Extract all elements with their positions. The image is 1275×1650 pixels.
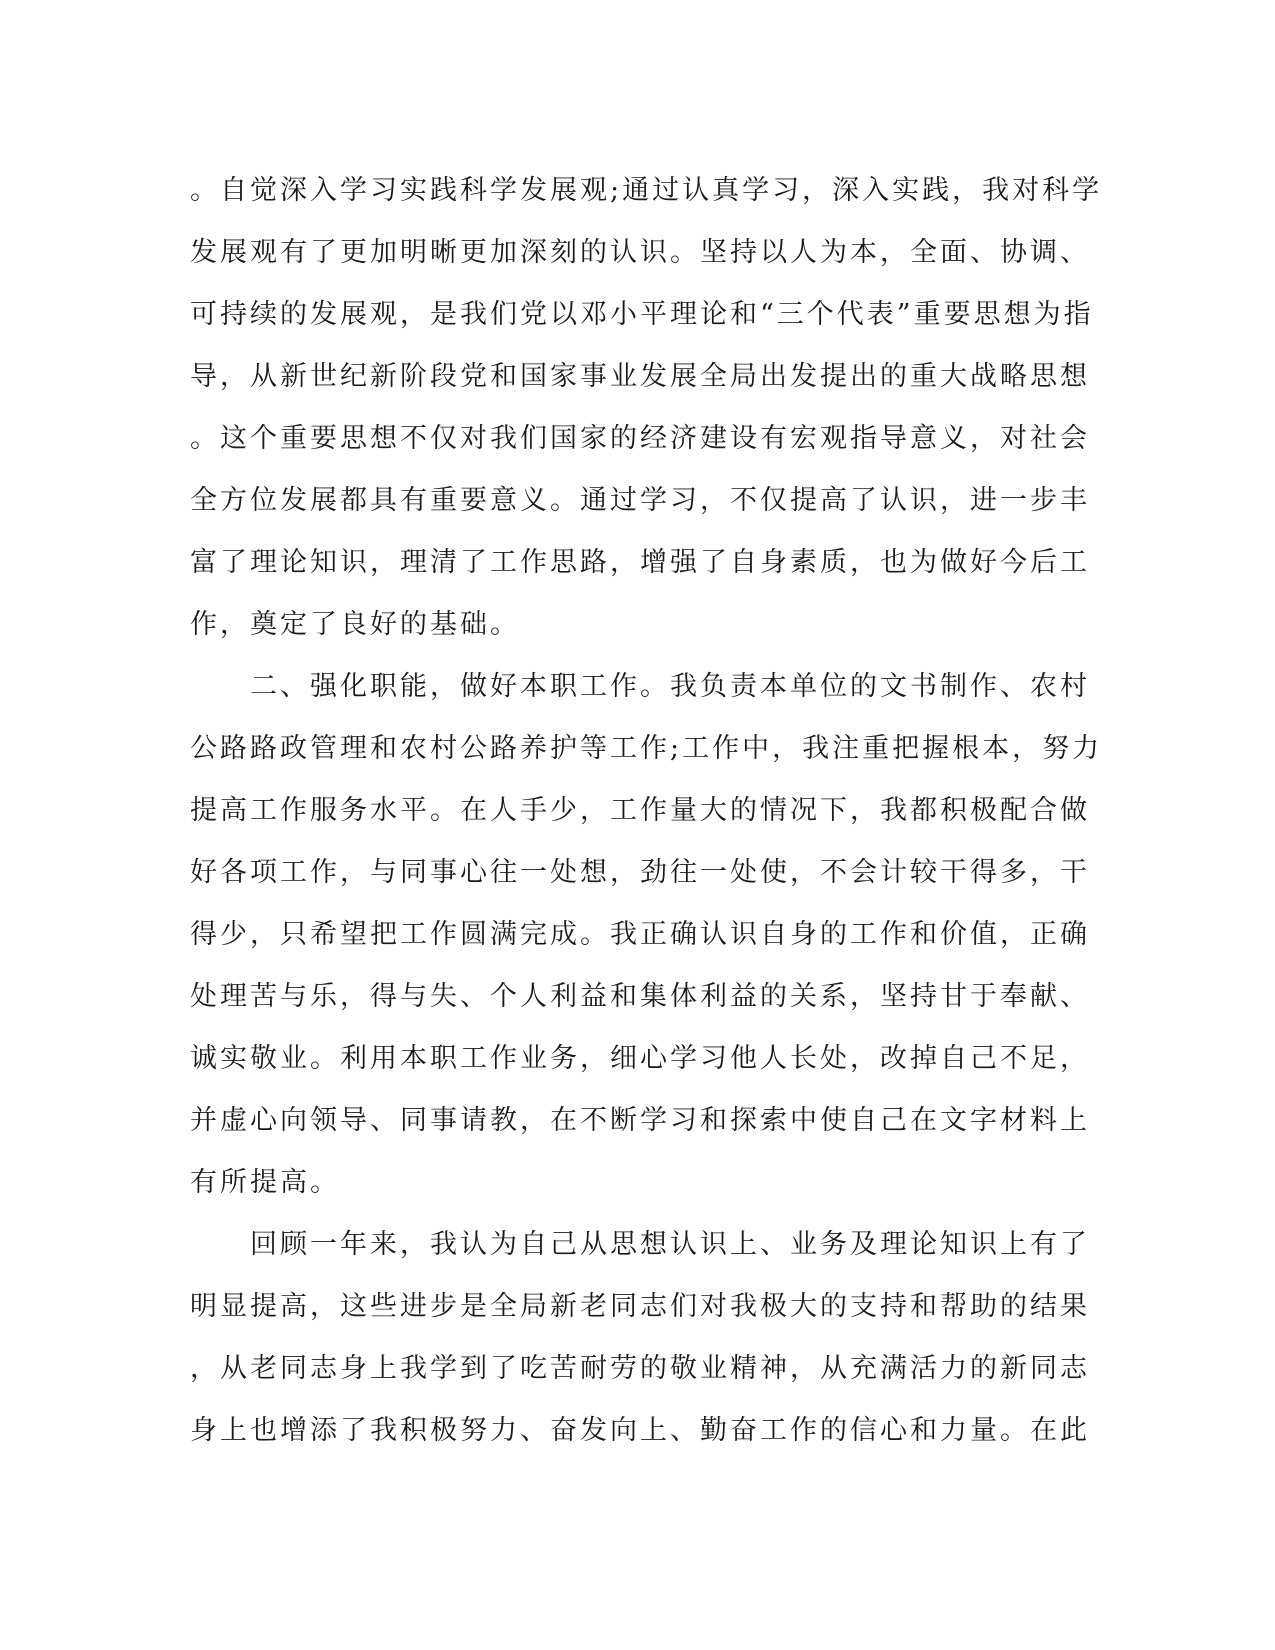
text-line-14: 处理苦与乐，得与失、个人利益和集体利益的关系，坚持甘于奉献、 [190, 981, 1090, 1012]
text-line-10: 公路路政管理和农村公路养护等工作;工作中，我注重把握根本，努力 [190, 733, 1103, 764]
text-line-4: 导，从新世纪新阶段党和国家事业发展全局出发提出的重大战略思想 [190, 361, 1090, 392]
text-line-13: 得少，只希望把工作圆满完成。我正确认识自身的工作和价值，正确 [190, 919, 1090, 950]
text-line-21: 身上也增添了我积极努力、奋发向上、勤奋工作的信心和力量。在此 [190, 1415, 1090, 1446]
text-line-7: 富了理论知识，理清了工作思路，增强了自身素质，也为做好今后工 [190, 547, 1090, 578]
text-line-5: 。这个重要思想不仅对我们国家的经济建设有宏观指导意义，对社会 [190, 423, 1090, 454]
text-line-18: 回顾一年来，我认为自己从思想认识上、业务及理论知识上有了 [190, 1229, 1090, 1260]
text-line-9: 二、强化职能，做好本职工作。我负责本单位的文书制作、农村 [190, 671, 1090, 702]
text-line-15: 诚实敬业。利用本职工作业务，细心学习他人长处，改掉自己不足， [190, 1043, 1090, 1074]
text-line-6: 全方位发展都具有重要意义。通过学习，不仅提高了认识，进一步丰 [190, 485, 1090, 516]
text-line-12: 好各项工作，与同事心往一处想，劲往一处使，不会计较干得多，干 [190, 857, 1090, 888]
text-line-1: 。自觉深入学习实践科学发展观;通过认真学习，深入实践，我对科学 [190, 175, 1103, 206]
text-line-19: 明显提高，这些进步是全局新老同志们对我极大的支持和帮助的结果 [190, 1291, 1090, 1322]
text-line-16: 并虚心向领导、同事请教，在不断学习和探索中使自己在文字材料上 [190, 1105, 1090, 1136]
text-line-11: 提高工作服务水平。在人手少，工作量大的情况下，我都积极配合做 [190, 795, 1090, 826]
body-text [190, 160, 1103, 1462]
text-line-3: 可持续的发展观，是我们党以邓小平理论和“三个代表”重要思想为指 [190, 299, 1094, 330]
text-line-2: 发展观有了更加明晰更加深刻的认识。坚持以人为本，全面、协调、 [190, 237, 1090, 268]
text-line-17: 有所提高。 [190, 1167, 340, 1198]
text-line-20: ，从老同志身上我学到了吃苦耐劳的敬业精神，从充满活力的新同志 [190, 1353, 1090, 1384]
text-line-8: 作，奠定了良好的基础。 [190, 609, 520, 640]
